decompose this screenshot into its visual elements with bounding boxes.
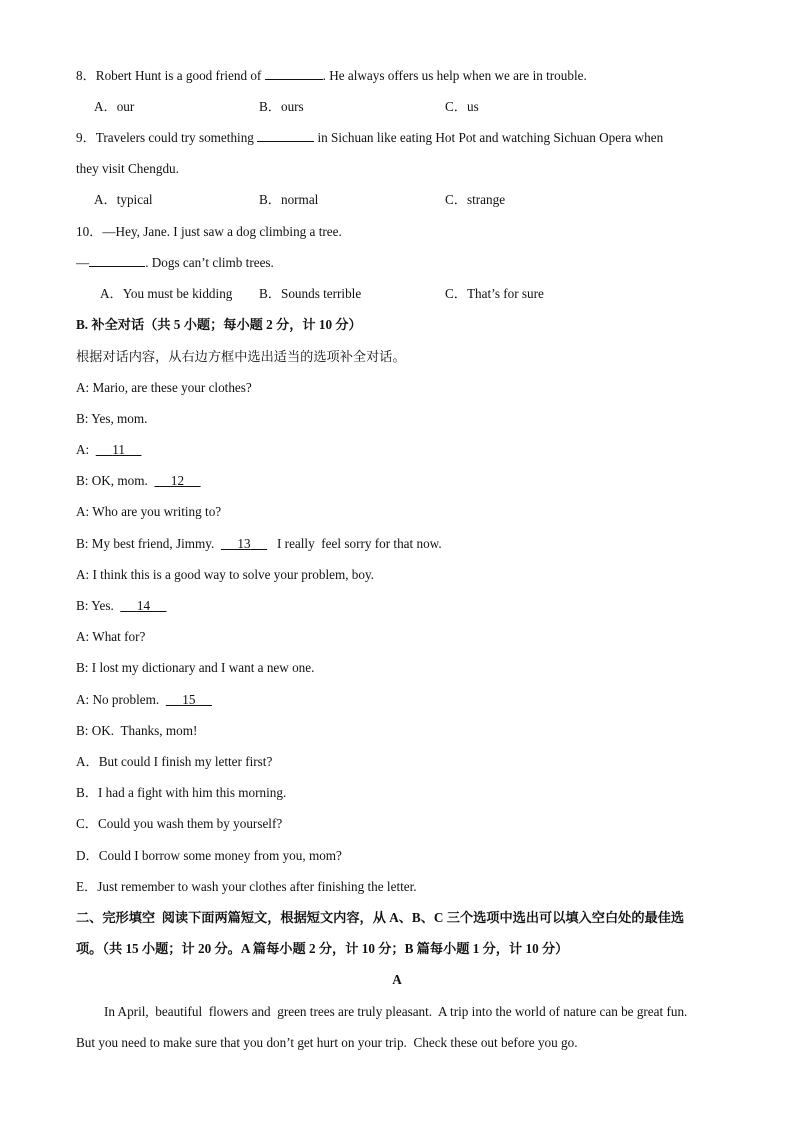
- option-c: C．That’s for sure: [445, 286, 544, 301]
- dialogue-speaker: A: No problem.: [76, 692, 166, 707]
- answer-option: B．I had a fight with him this morning.: [76, 785, 287, 800]
- question-9: [76, 129, 663, 147]
- section-b-heading: B. 补全对话（共 5 小题；每小题 2 分，计 10 分）: [76, 317, 362, 332]
- answer-blank: [96, 442, 142, 457]
- answer-blank: [166, 692, 212, 707]
- answer-blank: [120, 598, 166, 613]
- passage-label: A: [392, 972, 402, 987]
- dialogue-line: [76, 535, 442, 553]
- dialogue-line: B: I lost my dictionary and I want a new one.: [76, 660, 315, 675]
- answer-option: D．Could I borrow some money from you, mom?: [76, 848, 342, 863]
- question-9-continued: they visit Chengdu.: [76, 161, 179, 176]
- blank-number: 12: [170, 473, 185, 488]
- question-10: 10．—Hey, Jane. I just saw a dog climbing a tree.: [76, 224, 342, 239]
- option-b: B．ours: [259, 99, 304, 114]
- dash: —: [76, 255, 90, 270]
- answer-option: C．Could you wash them by yourself?: [76, 816, 283, 831]
- dialogue-speaker: B: My best friend, Jimmy.: [76, 536, 221, 551]
- dialogue-line: A: What for?: [76, 629, 146, 644]
- question-8-stem-end: . He always offers us help when we are in trouble.: [322, 68, 587, 83]
- part-two-heading-cont: 项。（共 15 小题；计 20 分。A 篇每小题 2 分，计 10 分；B 篇每小题 1 分，计 10 分）: [76, 941, 569, 956]
- option-c: C．us: [445, 99, 479, 114]
- answer-blank: [221, 536, 267, 551]
- option-c: C．strange: [445, 192, 506, 207]
- answer-option: A．But could I finish my letter first?: [76, 754, 273, 769]
- passage-paragraph-cont: But you need to make sure that you don’t get hurt on your trip. Check these out before you go.: [76, 1035, 578, 1050]
- option-a: A．typical: [94, 192, 153, 207]
- dialogue-line: [76, 441, 141, 459]
- option-b: B．Sounds terrible: [259, 286, 362, 301]
- dialogue-line: [76, 472, 201, 490]
- blank-number: 13: [237, 536, 251, 551]
- answer-blank: [89, 254, 145, 267]
- dialogue-line: [76, 691, 212, 709]
- dialogue-line: B: OK. Thanks, mom!: [76, 723, 198, 738]
- question-10-response-end: . Dogs can’t climb trees.: [145, 255, 274, 270]
- blank-number: 14: [136, 598, 151, 613]
- option-a: A．our: [94, 99, 135, 114]
- dialogue-speaker: B: OK, mom.: [76, 473, 155, 488]
- option-a: A．You must be kidding: [100, 286, 233, 301]
- question-10-response: [76, 254, 274, 272]
- dialogue-line: B: Yes, mom.: [76, 411, 148, 426]
- answer-option: E．Just remember to wash your clothes after finishing the letter.: [76, 879, 417, 894]
- question-9-stem-end: in Sichuan like eating Hot Pot and watching Sichuan Opera when: [314, 130, 664, 145]
- answer-blank: [154, 473, 200, 488]
- section-b-instruction: 根据对话内容，从右边方框中选出适当的选项补全对话。: [76, 349, 406, 364]
- dialogue-text: I really feel sorry for that now.: [267, 536, 442, 551]
- blank-number: 15: [182, 692, 196, 707]
- question-8: [76, 67, 587, 85]
- dialogue-speaker: B: Yes.: [76, 598, 121, 613]
- part-two-heading: 二、完形填空 阅读下面两篇短文，根据短文内容，从 A、B、C 三个选项中选出可以填入空白处的最佳选: [76, 910, 685, 925]
- dialogue-line: A: Who are you writing to?: [76, 504, 222, 519]
- dialogue-speaker: A:: [76, 442, 96, 457]
- question-9-stem: 9．Travelers could try something: [76, 130, 258, 145]
- answer-blank: [257, 129, 314, 142]
- option-b: B．normal: [259, 192, 319, 207]
- blank-number: 11: [112, 442, 125, 457]
- dialogue-line: [76, 597, 167, 615]
- dialogue-line: A: I think this is a good way to solve your problem, boy.: [76, 567, 375, 582]
- answer-blank: [265, 67, 323, 80]
- dialogue-line: A: Mario, are these your clothes?: [76, 380, 252, 395]
- question-8-stem: 8．Robert Hunt is a good friend of: [76, 68, 265, 83]
- passage-paragraph: In April, beautiful flowers and green trees are truly pleasant. A trip into the world of nature can be great fun.: [104, 1004, 688, 1019]
